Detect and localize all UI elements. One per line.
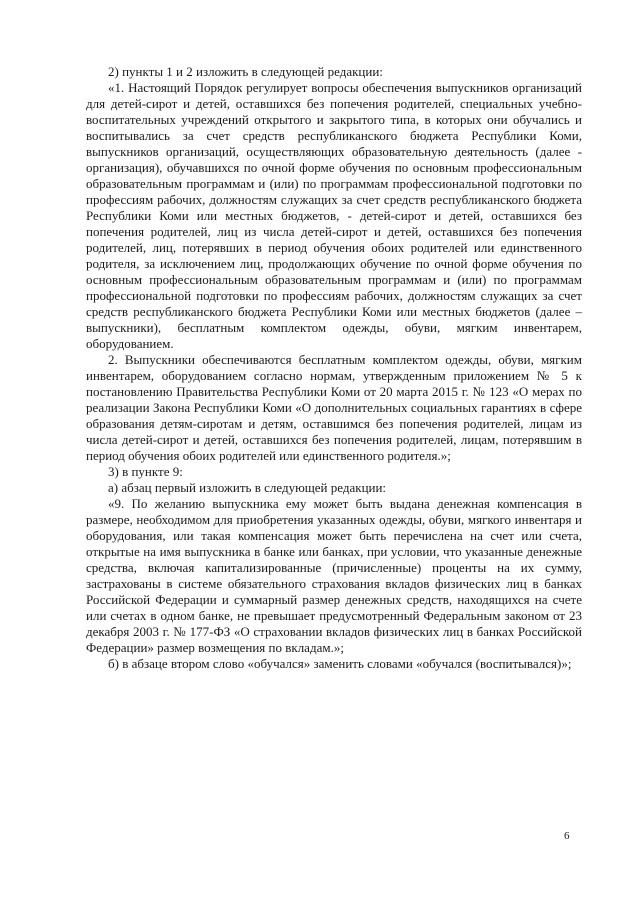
paragraph-item-1: «1. Настоящий Порядок регулирует вопросы обеспечения выпускников организаций для детей-сирот и детей, оставшихся без попечения родителей, специальных учебно-воспитательных учреждений открытого и закрытого типа, в которых они обучались и воспитывались за счет средств республиканского бюджета Республики Коми, выпускников организаций, осуществляющих образовательную деятельность (далее - организация), обучавшихся по очной форме обучения по основным профессиональным образовательным программам и (или) по программам профессиональной подготовки по профессиям рабочих, должностям служащих за счет средств республиканского бюджета Республики Коми или местных бюджетов, - детей-сирот и детей, оставшихся без попечения родителей, лиц из числа детей-сирот и детей, оставшихся без попечения родителей, лиц, потерявших в период обучения обоих родителей или единственного родителя, за исключением лиц, продолжающих обучение по очной форме обучения по основным профессиональным образовательным программам и (или) по программам профессиональной подготовки по профессиям рабочих, должностям служащих за счет средств республиканского бюджета Республики Коми или местных бюджетов (далее – выпускники), бесплатным комплектом одежды, обуви, мягким инвентарем, оборудованием. <box>86 80 582 351</box>
paragraph-item-9: «9. По желанию выпускника ему может быть выдана денежная компенсация в размере, необходимом для приобретения указанных одежды, обуви, мягкого инвентаря и оборудования, или такая компенсация может быть перечислена на счет или счета, открытые на имя выпускника в банке или банках, при условии, что указанные денежные средства, включая капитализированные (причисленные) проценты на их сумму, застрахованы в системе обязательного страхования вкладов физических лиц в банках Российской Федерации и суммарный размер денежных средств, находящихся на счете или счетах в одном банке, не превышает предусмотренный Федеральным законом от 23 декабря 2003 г. № 177-ФЗ «О страховании вкладов физических лиц в банках Российской Федерации» размер возмещения по вкладам.»; <box>86 496 582 655</box>
paragraph-amend-item-9: 3) в пункте 9: <box>108 464 183 479</box>
paragraph-item-2: 2. Выпускники обеспечиваются бесплатным комплектом одежды, обуви, мягким инвентарем, оборудованием согласно нормам, утвержденным приложением № 5 к постановлению Правительства Республики Коми от 20 марта 2015 г. № 123 «О мерах по реализации Закона Республики Коми «О дополнительных социальных гарантиях в сфере образования детям-сиротам и детям, оставшимся без попечения родителей, лицам из числа детей-сирот и детей, оставшихся без попечения родителей, лицам, потерявшим в период обучения обоих родителей или единственного родителя.»; <box>86 352 582 463</box>
paragraph-subitem-b: б) в абзаце втором слово «обучался» заменить словами «обучался (воспитывался)»; <box>108 656 572 671</box>
paragraph-amend-items-1-2: 2) пункты 1 и 2 изложить в следующей редакции: <box>108 64 383 79</box>
page-number: 6 <box>564 830 570 842</box>
paragraph-subitem-a: а) абзац первый изложить в следующей редакции: <box>108 480 387 495</box>
document-body <box>86 64 582 672</box>
